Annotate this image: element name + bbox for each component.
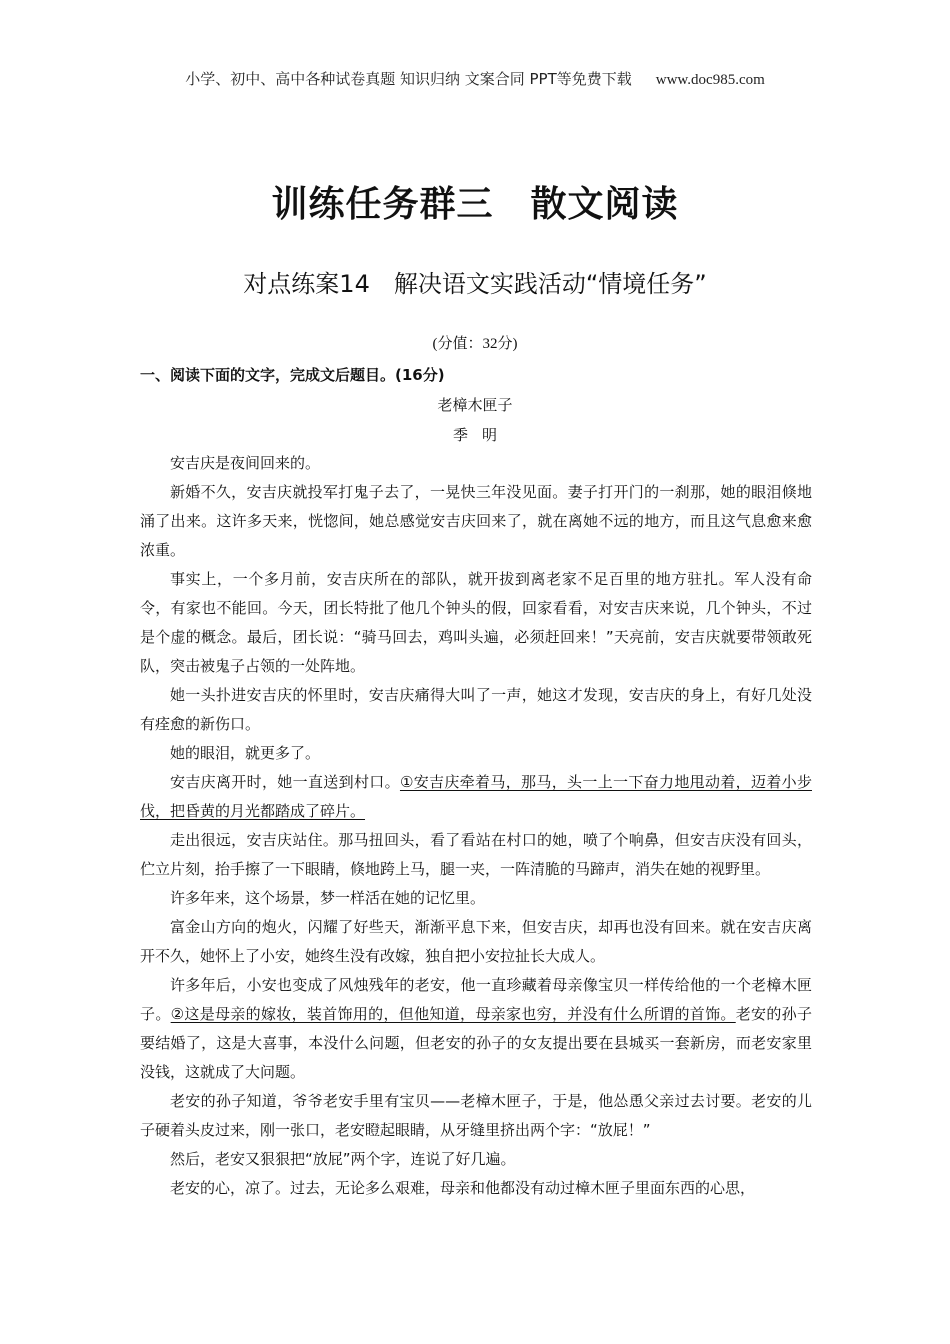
page-title: 训练任务群三 散文阅读 <box>271 184 679 225</box>
header-url[interactable]: www.doc985.com <box>655 72 765 88</box>
paragraph: 富金山方向的炮火，闪耀了好些天，渐渐平息下来，但安吉庆，却再也没有回来。就在安吉庆离开不久，她怀上了小安，她终生没有改嫁，独自把小安拉扯长大成人。 <box>140 918 812 965</box>
paragraph: 新婚不久，安吉庆就投军打鬼子去了，一晃快三年没见面。妻子打开门的一刹那，她的眼泪倏地涌了出来。这许多天来，恍惚间，她总感觉安吉庆回来了，就在离她不远的地方，而且这气息愈来愈浓重。 <box>140 483 812 559</box>
paragraph <box>140 971 812 1087</box>
paragraph: 然后，老安又狠狠把“放屁”两个字，连说了好几遍。 <box>170 1150 516 1168</box>
paragraph-text: 老安的孙子要结婚了，这是大喜事，本没什么问题，但老安的孙子的女友提出要在县城买一套新房，而老安家里没钱，这就成了大问题。 <box>140 1005 812 1081</box>
story-body <box>140 449 812 1203</box>
paragraph: 她一头扑进安吉庆的怀里时，安吉庆痛得大叫了一声，她这才发现，安吉庆的身上，有好几处没有痊愈的新伤口。 <box>140 686 812 733</box>
paragraph-text: 安吉庆离开时，她一直送到村口。 <box>170 773 400 791</box>
paragraph: 她的眼泪，就更多了。 <box>170 744 321 762</box>
page-subtitle: 对点练案14 解决语文实践活动“情境任务” <box>243 270 707 298</box>
paragraph: 走出很远，安吉庆站住。那马扭回头，看了看站在村口的她，喷了个响鼻，但安吉庆没有回头，伫立片刻，抬手擦了一下眼睛，倏地跨上马，腿一夹，一阵清脆的马蹄声，消失在她的视野里。 <box>140 831 812 878</box>
score-label: (分值：32分) <box>432 336 518 352</box>
header-text: 小学、初中、高中各种试卷真题 知识归纳 文案合同 PPT等免费下载 <box>185 70 632 88</box>
paragraph-text: 许多年后，小安也变成了风烛残年的老安，他一直珍藏着母亲像宝贝一样传给他的一个老樟木匣子。 <box>140 976 812 1023</box>
paragraph: 老安的心，凉了。过去，无论多么艰难，母亲和他都没有动过樟木匣子里面东西的心思， <box>170 1179 756 1197</box>
underlined-sentence-1: ①安吉庆牵着马，那马，头一上一下奋力地甩动着，迈着小步伐，把昏黄的月光都踏成了碎片。 <box>140 773 812 820</box>
underlined-sentence-2: ②这是母亲的嫁妆，装首饰用的，但他知道，母亲家也穷，并没有什么所谓的首饰。 <box>170 1005 736 1023</box>
story-author: 季明 <box>452 426 511 444</box>
paragraph <box>140 768 812 826</box>
paragraph: 老安的孙子知道，爷爷老安手里有宝贝——老樟木匣子，于是，他怂恿父亲过去讨要。老安的儿子硬着头皮过来，刚一张口，老安瞪起眼睛，从牙缝里挤出两个字：“放屁！” <box>140 1092 812 1139</box>
page-header <box>0 68 950 89</box>
paragraph: 安吉庆是夜间回来的。 <box>170 454 321 472</box>
question-heading: 一、阅读下面的文字，完成文后题目。(16分) <box>140 366 445 384</box>
paragraph: 许多年来，这个场景，梦一样活在她的记忆里。 <box>170 889 486 907</box>
story-title: 老樟木匣子 <box>437 396 513 414</box>
paragraph: 事实上，一个多月前，安吉庆所在的部队，就开拔到离老家不足百里的地方驻扎。军人没有命令，有家也不能回。今天，团长特批了他几个钟头的假，回家看看，对安吉庆来说，几个钟头，不过是个虚的概念。最后，团长说：“骑马回去，鸡叫头遍，必须赶回来！”天亮前，安吉庆就要带领敢死队，突击被鬼子占领的一处阵地。 <box>140 570 812 675</box>
